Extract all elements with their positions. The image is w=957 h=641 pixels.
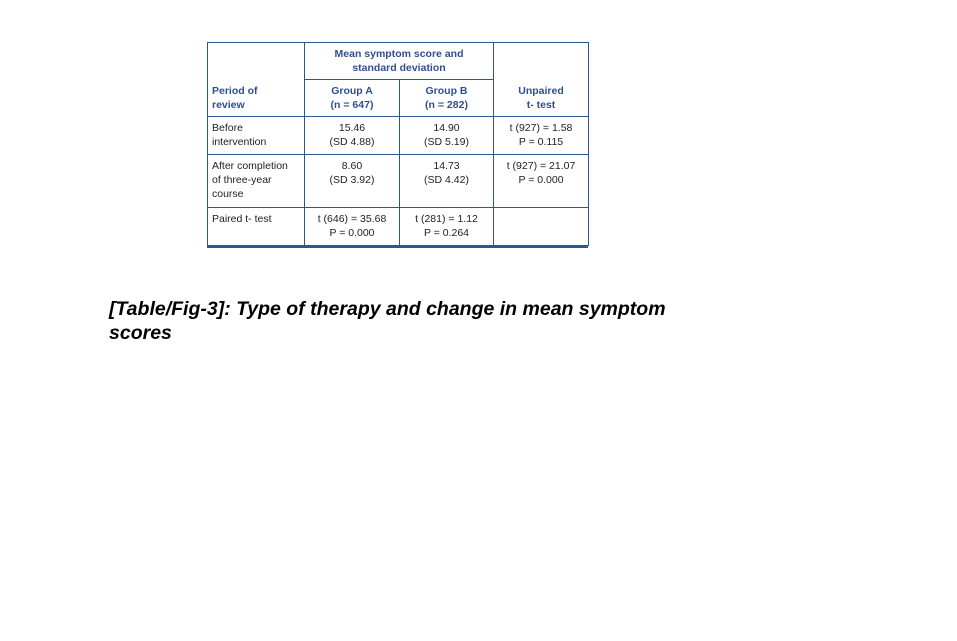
cell-text: P = 0.264 [423,227,470,239]
cell-text: t (281) = 1.12 [415,213,478,225]
cell-unpaired-empty [494,208,589,246]
cell-text: P = 0.115 [518,136,564,148]
caption-line-2: scores [109,322,172,344]
header-group-a-line-1: Group A [331,85,373,97]
header-group-a-line-2: (n = 647) [330,99,374,111]
cell-text: (SD 4.88) [329,136,375,148]
cell-unpaired [494,117,589,155]
table-row [208,117,589,155]
table-bottom-rule [207,246,588,248]
cell-unpaired [494,155,589,208]
header-group-b-line-1: Group B [425,85,468,97]
cell-text: (SD 5.19) [424,136,469,148]
cell-text: P = 0.000 [329,227,375,239]
cell-text: (SD 3.92) [329,174,375,186]
header-period-line-1: Period of [212,85,258,97]
cell-text: t (927) = 21.07 [506,160,576,172]
cell-text: t (927) = 1.58 [509,122,573,134]
cell-group-b [400,155,494,208]
cell-period [208,155,305,208]
cell-text: t (646) = 35.68 [317,213,387,225]
header-unpaired-line-1: Unpaired [518,85,564,97]
cell-text: Paired t- test [212,213,272,225]
cell-text: of three-year [212,174,272,186]
cell-text: 14.90 [433,122,460,134]
cell-group-a [305,155,400,208]
cell-group-b [400,117,494,155]
cell-text: 8.60 [341,160,363,172]
header-period-of-review [208,43,305,117]
cell-text: 14.73 [433,160,460,172]
figure-caption [109,297,749,345]
header-group-b [400,80,494,117]
table-row [208,155,589,208]
cell-text: course [212,188,244,200]
cell-text: Before [212,122,243,134]
cell-text: 15.46 [338,122,366,134]
cell-text: After completion [212,160,288,172]
header-unpaired-line-2: t- test [526,99,556,111]
cell-group-a [305,117,400,155]
header-mean-symptom-score [305,43,494,80]
cell-group-b [400,208,494,246]
caption-line-1: [Table/Fig-3]: Type of therapy and change in mean symptom [109,298,666,320]
header-group-a [305,80,400,117]
cell-period [208,117,305,155]
cell-period [208,208,305,246]
header-unpaired-t-test [494,43,589,117]
table-header-row-top [208,43,589,80]
cell-text: (SD 4.42) [424,174,469,186]
symptom-score-table [207,42,589,246]
cell-text: intervention [212,136,267,148]
header-mean-line-2: standard deviation [352,62,446,74]
cell-text: P = 0.000 [518,174,564,186]
header-period-line-2: review [212,99,245,111]
table-row [208,208,589,246]
header-group-b-line-2: (n = 282) [425,99,468,111]
symptom-score-table-container [207,42,588,248]
cell-group-a [305,208,400,246]
header-mean-line-1: Mean symptom score and [334,48,464,60]
